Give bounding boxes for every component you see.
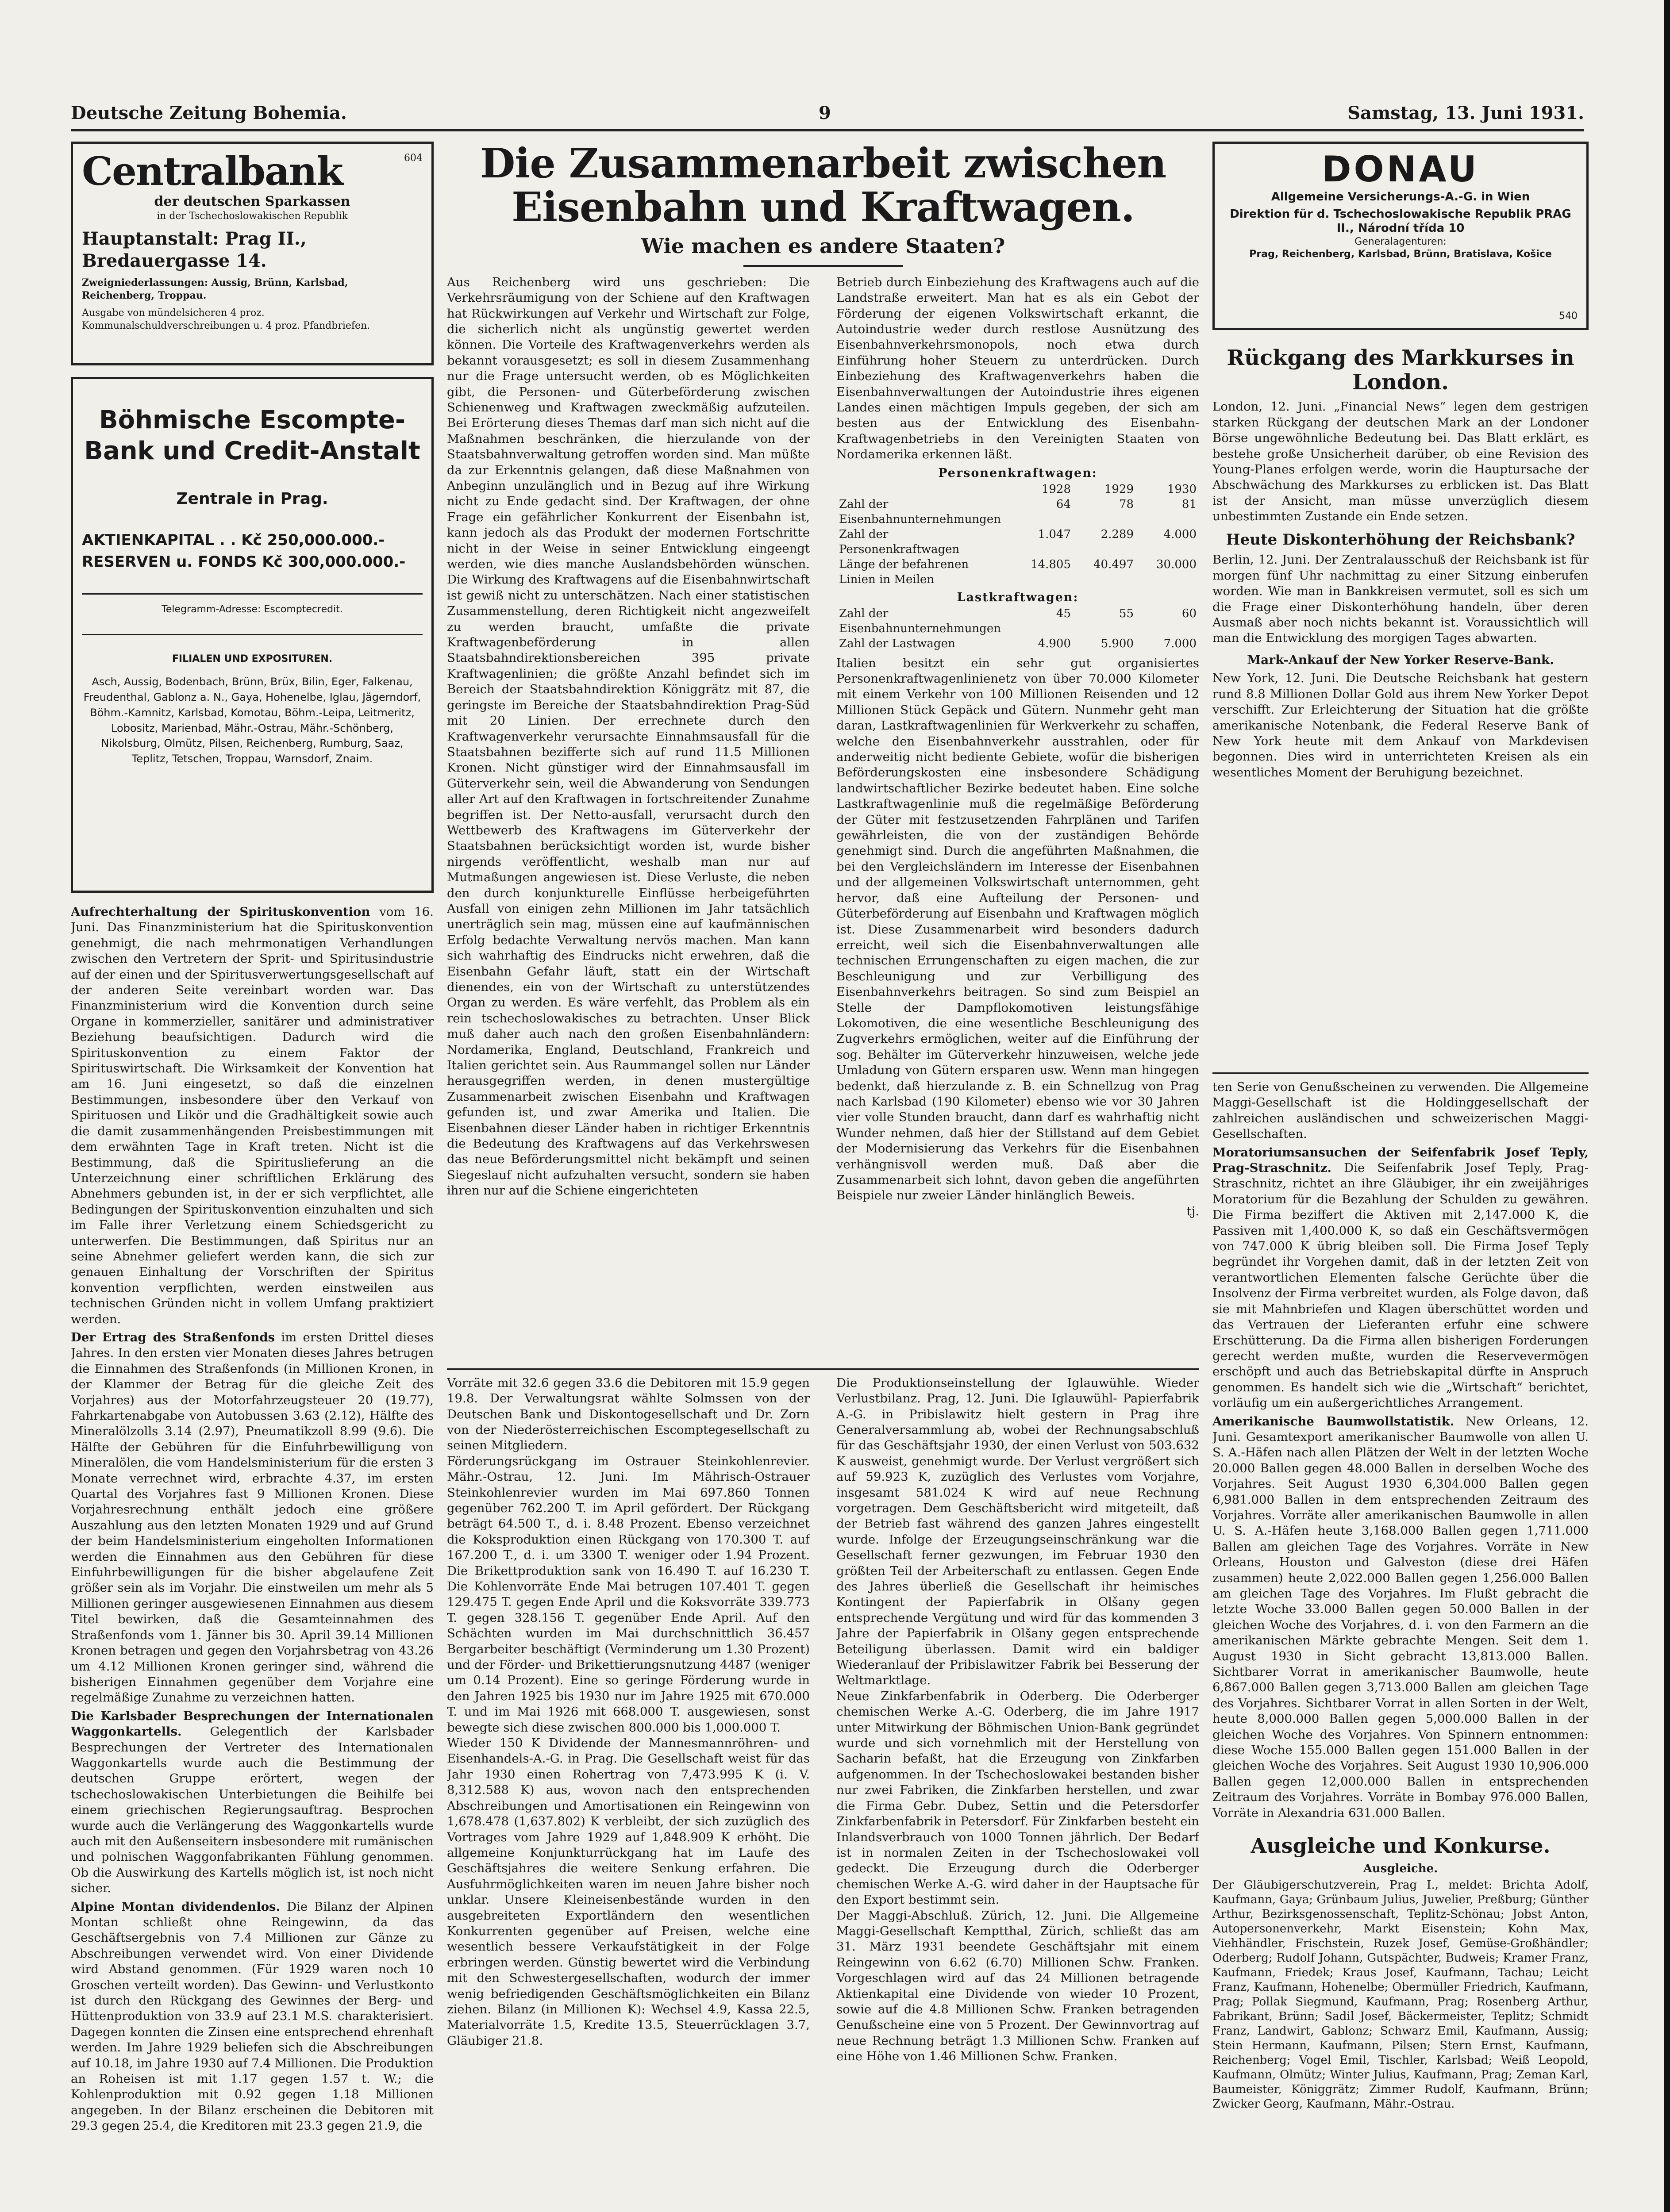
article-goldankauf-title: Mark-Ankauf der New Yorker Reserve-Bank.	[1247, 652, 1554, 667]
scan-edge-right	[1664, 0, 1670, 2212]
cell: 5.900	[1101, 637, 1134, 650]
article-maggi-cont: ten Serie von Genußscheinen zu verwenden. Die Allgemeine Maggi-Gesellschaft ist die Holdinggesellschaft der zahlreichen ausländischen und schweizerischen Maggi-Gesellschaften.	[1212, 1080, 1589, 1141]
year-col: 1929	[1104, 482, 1134, 496]
article-montan-body: Die Bilanz der Alpinen Montan schließt ohne Reingewinn, da das Geschäftsergebnis von 7.4 Millionen zur Gänze zu Abschreibungen verwendet wird. Von einer Dividende wird Abstand genommen. (Für 1929 waren noch 10 Groschen verteilt worden). Das Gewinn- und Verlustkonto ist durch den Rückgang des Gewinnes der Berg- und Hüttenproduktion von 33.9 auf 23.1 M.S. charakterisiert. Dagegen konnten die Zinsen eine entsprechend ehrenhaft werden. Im Jahre 1929 beliefen sich die Abschreibungen auf 10.18, im Jahre 1930 auf 7.4 Millionen. Die Produktion an Roheisen ist mit 1.17 gegen 1.57 t. W.; die Kohlenproduktion mit 0.92 gegen 1.18 Millionen angegeben. In der Bilanz erscheinen die Debitoren mit 29.3 gegen 25.4, die Kreditoren mit 23.3 gegen 21.9, die	[71, 1899, 434, 2133]
table-row	[836, 497, 1199, 527]
article-konkurse-subtitle: Ausgleiche.	[1363, 1862, 1438, 1875]
ad-centralbank-address: Hauptanstalt: Prag II., Bredauergasse 14.	[82, 228, 307, 272]
header-page-number: 9	[819, 103, 831, 123]
right-divider	[1212, 1072, 1589, 1074]
main-article-col-b	[836, 275, 1199, 1363]
article-strassenfonds-body: im ersten Drittel dieses Jahres. In den ersten vier Monaten dieses Jahres betrugen die Einnahmen des Straßenfonds (in Millionen Kronen, in der Klammer der Betrag für die gleiche Zeit des Vorjahres) aus der Motorfahrzeugsteuer 20 (19.77), Fahrkartenabgabe von Autobussen 3.63 (2.12), Hälfte des Mineralölzolls 3.14 (2.97), Pneumatikzoll 8.99 (9.6). Die Hälfte der Gebühren für die Einfuhrbewilligung von Mineralölen, die vom Handelsministerium für die ersten 3 Monate verrechnet wird, erbrachte 4.37, im ersten Quartal des Vorjahres fast 9 Millionen Kronen. Diese Vorjahresrechnung enthält jedoch eine größere Auszahlung aus den letzten Monaten 1929 und auf Grund der beim Handelsministerium eingeholten Informationen werden die Einnahmen aus den Gebühren für diese Einfuhrbewilligungen für die bisher abgelaufene Zeit größer sein als im Vorjahr. Die einstweilen um mehr als 5 Millionen geringer ausgewiesenen Einnahmen aus diesem Titel bewirken, daß die Gesamteinnahmen des Straßenfonds vom 1. Jänner bis 30. April 39.14 Millionen Kronen betragen und gegen den Vorjahrsbetrag von 43.26 um 4.12 Millionen Kronen geringer sind, während die bisherigen Einnahmen gegenüber dem Vorjahre eine regelmäßige Zunahme zu verzeichnen hatten.	[71, 1330, 434, 1705]
table-row	[836, 606, 1199, 636]
ad-centralbank	[71, 142, 434, 365]
row-label: Länge der befahrenen Linien in Meilen	[839, 557, 969, 586]
ad-escompte-bank	[71, 377, 434, 893]
article-goldankauf-body: New York, 12. Juni. Die Deutsche Reichsbank hat gestern rund 8.8 Millionen Dollar Gold aus ihrem New Yorker Depot verschifft. Zur Erleichterung der Situation hat die größte amerikanische Notenbank, die Federal Reserve Bank of New York heute mit dem Ankauf von Markdevisen begonnen. Dies wird in unterrichteten Kreisen als ein wesentliches Moment der Beruhigung bezeichnet.	[1212, 671, 1589, 780]
center-lower-right-text: Die Produktionseinstellung der Iglauwühle. Wieder Verlustbilanz. Prag, 12. Juni. Die Iglauwühl- Papierfabrik A.-G. in Pribislawitz hielt gestern in Prag ihre Generalversammlung ab, wobei der Rechnungsabschluß für das Geschäftsjahr 1930, der einen Verlust von 503.632 K ausweist, genehmigt wurde. Der Verlust vergrößert sich auf 59.923 K, zuzüglich des Verlustes vom Vorjahre, insgesamt 581.024 K wird auf neue Rechnung vorgetragen. Dem Geschäftsbericht wird mitgeteilt, daß der Betrieb fast während des ganzen Jahres eingestellt wurde. Infolge der Erzeugungseinschränkung war die Gesellschaft ferner gezwungen, im Februar 1930 den größten Teil der Arbeiterschaft zu entlassen. Gegen Ende des Jahres überließ die Gesellschaft ihr heimisches Kontingent der Papierfabrik in Olšany gegen entsprechende Vergütung und wird für das kommenden 3 Jahre der Papierfabrik in Olšany gegen entsprechende Beteiligung überlassen. Damit wird ein baldiger Wiederanlauf der Pribislawitzer Fabrik bei Besserung der Weltmarktlage. Neue Zinkfarbenfabrik in Oderberg. Die Oderberger chemischen Werke A.-G. Oderberg, die im Jahre 1917 unter Mitwirkung der Böhmischen Union-Bank gegründet wurde und sich vornehmlich mit der Herstellung von Sacharin befaßt, hat die Erzeugung von Zinkfarben aufgenommen. In der Tschechoslowakei bestanden bisher nur zwei Fabriken, die Zinkfarben herstellen, und zwar die Firma Gebr. Dubez, Settin und die Petersdorfer Zinkfarbenfabrik in Petersdorf. Für Zinkfarben besteht ein Inlandsverbrauch von 1000 Tonnen jährlich. Der Bedarf ist in normalen Zeiten in der Tschechoslowakei voll gedeckt. Die Erzeugung durch die Oderberger chemischen Werke A.-G. wird daher in der Hauptsache für den Export bestimmt sein. Der Maggi-Abschluß. Zürich, 12. Juni. Die Allgemeine Maggi-Gesellschaft Kemptthal, Zürich, schließt das am 31. März 1931 beendete Geschäftsjahr mit einem Reingewinn von 6.62 (6.70) Millionen Schw. Franken. Vorgeschlagen wird auf das 24 Millionen betragende Aktienkapital eine Dividende von wieder 10 Prozent, sowie auf die 4.8 Millionen Schw. Franken betragenden Genußscheine eine von 5 Prozent. Der Gewinnvortrag auf neue Rechnung beträgt 1.3 Millionen Schw. Franken auf eine Höhe von 1.46 Millionen Schw. Franken.	[836, 1375, 1199, 2064]
table-personenkraftwagen-title: Personenkraftwagen:	[938, 466, 1097, 480]
ad-escompte-divider-2	[82, 634, 423, 635]
table-row	[836, 527, 1199, 557]
article-teply-title: Moratoriumsansuchen der Seifenfabrik Josef Teply, Prag-Straschnitz.	[1212, 1145, 1589, 1175]
ad-centralbank-title: Centralbank	[82, 148, 342, 194]
cell: 7.000	[1163, 637, 1197, 650]
article-strassenfonds	[71, 1330, 434, 1706]
main-article-text-b: Betrieb durch Einbeziehung des Kraftwagens auch auf die Landstraße erweitert. Man hat es als ein Gebot der Förderung der eigenen Volkswirtschaft erkannt, die Autoindustrie weder durch restlose Ausnützung des Eisenbahnverkehrsmonopols, noch etwa durch Einführung hoher Steuern zu unterdrücken. Durch Einbeziehung des Kraftwagenverkehrs haben die Eisenbahnverwaltungen der Autoindustrie ihres eigenen Landes einen mächtigen Impuls gegeben, der sich am besten aus der Entwicklung des Eisenbahn-Kraftwagenbetriebs in den Vereinigten Staaten von Nordamerika erkennen läßt.	[836, 275, 1199, 462]
article-karlsbad-title: Die Karlsbader Besprechungen der Internationalen Waggonkartells.	[71, 1709, 434, 1739]
center-lower-left	[447, 1375, 810, 2212]
ad-donau-title: DONAU	[1322, 149, 1479, 190]
article-spiritus-body: vom 16. Juni. Das Finanzministerium hat die Spirituskonvention genehmigt, die nach mehrmonatigen Verhandlungen zwischen den Vertretern der Sprit- und Spiritusindustrie auf der einen und der Spiritusverwertungsgesellschaft auf der anderen Seite vereinbart worden war. Das Finanzministerium wird die Konvention durch seine Organe in kommerzieller, sanitärer und administrativer Beziehung beaufsichtigen. Dadurch wird die Spirituskonvention zu einem Faktor der Spirituswirtschaft. Die Wirksamkeit der Konvention hat am 16. Juni eingesetzt, so daß die einzelnen Bestimmungen, insbesondere über den Verkauf von Spirituosen und Likör und die Gradhältigkeit sowie auch die damit zusammenhängenden Preisbestimmungen mit dem erwähnten Tage in Kraft treten. Nicht ist die Bestimmung, daß die Spirituslieferung an die Unterzeichnung einer schriftlichen Erklärung des Abnehmers gebunden ist, in der er sich verpflichtet, alle Bedingungen der Spirituskonvention einzuhalten und sich im Falle ihrer Verletzung einem Schiedsgericht zu unterwerfen. Die Bestimmungen, daß Spiritus nur an seine Abnehmer geliefert werden kann, die sich zur genauen Einhaltung der Vorschriften der Spiritus konvention verpflichten, werden einstweilen aus technischen Gründen nicht in vollem Umfang praktiziert werden.	[71, 905, 434, 1326]
cell: 4.900	[1038, 637, 1071, 650]
article-baumwolle-title: Amerikanische Baumwollstatistik.	[1212, 1414, 1455, 1429]
ad-donau-number: 540	[1559, 311, 1578, 322]
column-center	[447, 142, 1199, 2212]
article-karlsbad-body: Gelegentlich der Karlsbader Besprechungen der Vertreter des Internationalen Waggonkartells wurde auch die Bestimmung der deutschen Gruppe erörtert, wegen der tschechoslowakischen Unterbietungen die Beihilfe bei einem griechischen Regierungsauftrag. Besprochen wurde auch die Verlängerung des Waggonkartells wurde auch mit den Außenseitern insbesondere mit rumänischen und polnischen Waggonfabrikanten Fühlung genommen. Ob die Auswirkung des Kartells möglich ist, ist noch nicht sicher.	[71, 1724, 434, 1896]
article-diskont-body: Berlin, 12. Juni. Der Zentralausschuß der Reichsbank ist für morgen fünf Uhr nachmittag zu einer Sitzung einberufen worden. Wie man in Bankkreisen vermutet, soll es sich um die Frage einer Diskonterhöhung handeln, über deren Ausmaß aber noch nichts bekannt ist. Voraussichtlich will man die Entwicklung des morgigen Tages abwarten.	[1212, 553, 1589, 645]
table-lastkraftwagen	[836, 606, 1199, 651]
main-article-signature: tj.	[1186, 1204, 1199, 1218]
year-col: 1928	[1041, 482, 1071, 496]
ad-donau	[1212, 142, 1589, 330]
article-spiritus-title: Aufrechterhaltung der Spirituskonvention	[71, 905, 370, 919]
main-article-text-b2: Italien besitzt ein sehr gut organisiertes Personenkraftwagenlinienetz von über 70.000 Kilometer mit einem Verkehr von 100 Millionen Reisenden und 12 Millionen Stück Gepäck und Gütern. Nunmehr geht man daran, Lastkraftwagenlinien für Werkverkehr zu schaffen, welche den Eisenbahnverkehr ausstrahlen, oder für anderweitig nicht bediente Gebiete, wofür die bisherigen Beförderungskosten eine insbesondere Schädigung landwirtschaftlicher Bezirke bedeutet haben. Eine solche Lastkraftwagenlinie muß die regelmäßige Beförderung der Güter mit festzusetzenden Fahrplänen und Tarifen gewährleisten, die von der zuständigen Behörde genehmigt sind. Durch die angeführten Maßnahmen, die bei den Vergleichsländern im Interesse der Eisenbahnen und der allgemeinen Volkswirtschaft unternommen, geht hervor, daß eine Aufteilung der Personen- und Güterbeförderung auf Eisenbahn und Kraftwagen möglich ist. Diese Zusammenarbeit wird besonders dadurch erreicht, weil sich die Eisenbahnverwaltungen alle technischen Errungenschaften zu eigen machen, die zur Beschleunigung und zur Verbilligung des Eisenbahnverkehrs beitragen. So sind zum Beispiel an Stelle der Dampflokomotiven leistungsfähige Lokomotiven, die eine wesentliche Beschleunigung des Zugverkehrs ermöglichen, weiter auf die Einführung der sog. Behälter im Güterverkehr hinzuweisen, welche jede Umladung von Gütern ersparen usw. Wenn man hingegen bedenkt, daß hierzulande z. B. ein Schnellzug von Prag nach Karlsbad (190 Kilometer) ebenso wie vor 30 Jahren vier volle Stunden braucht, dann darf es wahrhaftig nicht Wunder nehmen, daß hier der Stillstand auf dem Gebiet der Modernisierung das Verkehrs für die Eisenbahnen verhängnisvoll werden muß. Daß aber die Zusammenarbeit sich lohnt, davon geben die angeführten Beispiele nur zweier Länder hinlänglich Beweis.	[836, 656, 1199, 1203]
article-karlsbad	[71, 1709, 434, 1897]
ad-centralbank-footer: Ausgabe von mündelsicheren 4 proz. Kommunalschuldverschreibungen u. 4 proz. Pfandbriefen.	[82, 307, 370, 331]
center-lower-articles	[447, 1375, 1199, 2212]
cell: 14.805	[1031, 557, 1071, 571]
row-label: Zahl der Eisenbahnunternehmungen	[839, 497, 1001, 526]
ad-centralbank-line1: der deutschen Sparkassen	[154, 194, 350, 209]
cell: 40.497	[1093, 557, 1134, 571]
ad-donau-line2: Direktion für d. Tschechoslowakische Republik PRAG II., Národní třída 10	[1230, 207, 1571, 235]
table-row	[836, 636, 1199, 651]
article-baumwolle-body: New Orleans, 12. Juni. Gesamtexport amerikanischer Baumwolle von allen U. S. A.-Häfen nach allen Plätzen der Welt in der letzten Woche 20.000 Ballen gegen 48.000 Ballen in derselben Woche des Vorjahres. Seit August 1930 6,304.000 Ballen gegen 6,981.000 Ballen in dem entsprechenden Zeitraum des Vorjahres. Vorräte aller amerikanischen Baumwolle in allen U. S. A.-Häfen heute 3,168.000 Ballen gegen 1,711.000 Ballen am gleichen Tage des Vorjahres. Vorräte in New Orleans, Houston und Galveston (diese drei Häfen zusammen) heute 2,022.000 Ballen gegen 1,256.000 Ballen am gleichen Tage des Vorjahres. Im Flußt gebracht die letzte Woche 33.000 Ballen gegen 50.000 Ballen in der gleichen Woche des Vorjahres, d. i. von den Farmern an die amerikanischen Märkte gebrachte Mengen. Seit dem 1. August 1930 in Sicht gebracht 13,813.000 Ballen. Sichtbarer Vorrat in amerikanischer Baumwolle, heute 6,867.000 Ballen gegen 3,713.000 Ballen am gleichen Tage des Vorjahres. Sichtbarer Vorrat in allen Sorten in der Welt, heute 8,000.000 Ballen gegen 5,000.000 Ballen in der gleichen Woche des Vorjahres. Von Spinnern entnommen: diese Woche 155.000 Ballen gegen 151.000 Ballen in der gleichen Woche des Vorjahres. Seit August 1930 10,906.000 Ballen gegen 12,000.000 Ballen in entsprechenden Zeitraum des Vorjahres. Vorräte in Bombay 976.000 Ballen, Vorräte in Alexandria 631.000 Ballen.	[1212, 1414, 1589, 1820]
page-header	[71, 103, 1584, 131]
ad-escompte-reserves: RESERVEN u. FONDS Kč 300,000.000.-	[82, 553, 406, 571]
cell: 1.047	[1038, 527, 1071, 541]
main-article-text-a: Aus Reichenberg wird uns geschrieben: Die Verkehrsräumigung von der Schiene auf den Kraftwagen hat Rückwirkungen auf Verkehr und Wirtschaft zur Folge, die sicherlich nicht als ungünstig gewertet werden können. Die Vorteile des Kraftwagenverkehrs werden als bekannt vorausgesetzt; es soll in diesem Zusammenhang nur die Frage untersucht werden, ob es Möglichkeiten gibt, die Personen- und Güterbeförderung zwischen Schienenweg und Kraftwagen zweckmäßig aufzuteilen. Bei Erörterung dieses Themas darf man sich nicht auf die Maßnahmen beschränken, die hierzulande von der Staatsbahnverwaltung getroffen worden sind. Man müßte da zur Erkenntnis gelangen, daß diese Maßnahmen von Anbeginn unzulänglich und in Bezug auf ihre Wirkung nicht zu Ende gedacht sind. Der Kraftwagen, der ohne Frage ein gefährlicher Konkurrent der Eisenbahn ist, kann jedoch als das Produkt der modernen Fortschritte nicht in der Weise in seiner Entwicklung eingeengt werden, wie dies manche Auslandsbehörden wünschen. Die Wirkung des Kraftwagens auf die Eisenbahnwirtschaft ist gewiß nicht zu unterschätzen. Nach einer statistischen Zusammenstellung, deren Richtigkeit nicht angezweifelt zu werden braucht, umfaßte die private Kraftwagenbeförderung in allen Staatsbahndirektionsbereichen 395 private Kraftwagenlinien; die größte Anzahl befindet sich im Bereich der Staatsbahndirektion Königgrätz mit 87, die geringste im Bereiche der Staatsbahndirektion Prag-Süd mit 20 Linien. Der errechnete durch den Kraftwagenverkehr verursachte Einnahmsausfall für die Staatsbahnen bezifferte sich auf rund 11.5 Millionen Kronen. Nicht günstiger wird der Einnahmsausfall im Güterverkehr sein, weil die Abwanderung von Sendungen aller Art auf den Kraftwagen in fortschreitender Zunahme begriffen ist. Der Netto-ausfall, verursacht durch den Wettbewerb des Kraftwagens im Güterverkehr der Staatsbahnen berücksichtigt worden ist, wurde bisher nirgends veröffentlicht, weshalb man nur auf Mutmaßungen angewiesen ist. Diese Verluste, die neben den durch konjunkturelle Einflüsse herbeigeführten Ausfall von einigen zehn Millionen im Jahr tatsächlich unerträglich sein mag, müssen eine auf kaufmännischen Erfolg bedachte Verwaltung nervös machen. Man kann sich wahrhaftig des Eindrucks nicht erwehren, daß die Eisenbahn Gefahr läuft, statt ein der Wirtschaft dienendes, ein von der Wirtschaft zu unterstützendes Organ zu werden. Es wäre verfehlt, das Problem als ein rein tschechoslowakisches zu betrachten. Unser Blick muß daher auch nach den großen Eisenbahnländern: Nordamerika, England, Deutschland, Frankreich und Italien gerichtet sein. Aus Raummangel sollen nur Länder herausgegriffen werden, in denen mustergültige Zusammenarbeit zwischen Eisenbahn und Kraftwagen gefunden ist, und zwar Amerika und Italien. Die Eisenbahnen dieser Länder haben in richtiger Erkenntnis die Bedeutung des Kraftwagens auf das Verkehrswesen das neue Beförderungsmittel nicht bekämpft und seinen Siegeslauf nicht aufzuhalten versucht, sondern sie haben ihren nur auf die Schiene eingerichteten	[447, 275, 810, 1198]
ad-centralbank-number: 604	[404, 153, 423, 164]
column-left-articles	[71, 904, 434, 2212]
table-personenkraftwagen	[836, 482, 1199, 587]
article-konkurse-title: Ausgleiche und Konkurse.	[1251, 1834, 1551, 1858]
ad-escompte-filialen: Asch, Aussig, Bodenbach, Brünn, Brüx, Bilin, Eger, Falkenau, Freudenthal, Gablonz a. N., Gaya, Hohenelbe, Iglau, Jägerndorf, Böhm.-Kamnitz, Karlsbad, Komotau, Böhm.-Leipa, Leitmeritz, Lobositz, Marienbad, Mähr.-Ostrau, Mähr.-Schönberg, Nikolsburg, Olmütz, Pilsen, Reichenberg, Rumburg, Saaz, Teplitz, Tetschen, Troppau, Warnsdorf, Znaim.	[83, 676, 421, 765]
article-montan-title: Alpine Montan dividendenlos.	[71, 1899, 281, 1914]
header-newspaper-name: Deutsche Zeitung Bohemia.	[71, 103, 347, 123]
ad-escompte-filialen-title: FILIALEN UND EXPOSITUREN.	[172, 653, 333, 664]
cell: 60	[1181, 607, 1197, 620]
ad-escompte-title: Böhmische Escompte-Bank und Credit-Anstalt	[84, 406, 420, 465]
main-subhead: Wie machen es andere Staaten?	[641, 234, 1005, 258]
ad-escompte-telegram: Telegramm-Adresse: Escomptecredit.	[162, 604, 343, 615]
article-teply	[1212, 1145, 1589, 1411]
ad-centralbank-branches: Zweigniederlassungen: Aussig, Brünn, Karlsbad, Reichenberg, Troppau.	[82, 277, 348, 301]
ad-centralbank-line2: in der Tschechoslowakischen Republik	[157, 210, 348, 222]
article-baumwolle	[1212, 1414, 1589, 1821]
year-col: 1930	[1167, 482, 1197, 496]
cell: 64	[1056, 497, 1071, 511]
column-right	[1212, 142, 1589, 2212]
header-date: Samstag, 13. Juni 1931.	[1347, 103, 1584, 123]
cell: 2.289	[1101, 527, 1134, 541]
ad-donau-line1: Allgemeine Versicherungs-A.-G. in Wien	[1271, 190, 1530, 204]
main-subhead-rule	[743, 265, 903, 267]
article-montan	[71, 1899, 434, 2134]
cell: 55	[1119, 607, 1134, 620]
column-right-lower	[1212, 1079, 1589, 2212]
article-konkurse-body: Der Gläubigerschutzverein, Prag I., meldet: Brichta Adolf, Kaufmann, Gaya; Grünbaum Julius, Juwelier, Preßburg; Günther Arthur, Bezirksgenossenschaft, Teplitz-Schönau; Jobst Anton, Autopersonenverkehr, Markt Eisenstein; Kohn Max, Viehhändler, Frischstein, Ruzek Josef, Gemüse-Großhändler; Oderberg; Rudolf Johann, Gutspächter, Budweis; Kramer Franz, Kaufmann, Friedek; Kraus Josef, Kaufmann, Tachau; Leicht Franz, Kaufmann, Hohenelbe; Obermüller Friedrich, Kaufmann, Prag; Pollak Siegmund, Kaufmann, Prag; Rosenberg Arthur, Fabrikant, Brünn; Sadil Josef, Bäckermeister, Teplitz; Schmidt Franz, Landwirt, Gablonz; Schwarz Emil, Kaufmann, Aussig; Stein Hermann, Kaufmann, Pilsen; Stern Ernst, Kaufmann, Reichenberg; Vogel Emil, Tischler, Karlsbad; Weiß Leopold, Kaufmann, Olmütz; Winter Julius, Kaufmann, Prag; Zeman Karl, Baumeister, Königgrätz; Zimmer Rudolf, Kaufmann, Brünn; Zwicker Georg, Kaufmann, Mähr.-Ostrau.	[1212, 1878, 1589, 2111]
article-strassenfonds-title: Der Ertrag des Straßenfonds	[71, 1330, 275, 1344]
ad-escompte-zentrale: Zentrale in Prag.	[176, 490, 328, 508]
ad-donau-line4: Prag, Reichenberg, Karlsbad, Brünn, Bratislava, Košice	[1249, 249, 1552, 260]
ad-escompte-divider	[82, 593, 423, 595]
center-lower-left-text: Vorräte mit 32.6 gegen 33.6 die Debitoren mit 15.9 gegen 19.8. Der Verwaltungsrat wählte Solmssen von der Deutschen Bank und Diskontogesellschaft und Dr. Zorn von der Niederösterreichischen Escomptegesellschaft zu seinen Mitgliedern. Förderungsrückgang im Ostrauer Steinkohlenrevier. Mähr.-Ostrau, 12. Juni. Im Mährisch-Ostrauer Steinkohlenrevier wurden im Mai 697.860 Tonnen gegenüber 762.200 T. im April gefördert. Der Rückgang beträgt 64.500 T., d. i. 8.48 Prozent. Ebenso verzeichnet die Koksproduktion einen Rückgang von 170.300 T. auf 167.200 T., d. i. um 3300 T. weniger oder 1.94 Prozent. Die Brikettproduktion sank von 16.490 T. auf 16.230 T. Die Kohlenvorräte Ende Mai betrugen 107.401 T. gegen 129.475 T. gegen Ende April und die Koksvorräte 339.773 T. gegen 328.156 T. gegenüber Ende April. Auf den Schächten wurden im Mai durchschnittlich 36.457 Bergarbeiter beschäftigt (Verminderung um 1.30 Prozent) und der Förder- und Brikettierungsnutzung 4487 (weniger um 0.14 Prozent). Eine so geringe Förderung wurde in den Jahren 1925 bis 1930 nur im Jahre 1925 mit 670.000 T. und im Mai 1926 mit 668.000 T. ausgewiesen, sonst bewegte sich diese zwischen 800.000 bis 1,000.000 T. Wieder 150 K Dividende der Mannesmannröhren- und Eisenhandels-A.-G. in Prag. Die Gesellschaft weist für das Jahr 1930 einen Rohertrag von 7,473.995 K (i. V. 8,312.588 K) aus, wovon nach den entsprechenden Abschreibungen und Amortisationen ein Reingewinn von 1,678.478 (1,637.802) K verbleibt, der sich zuzüglich des Vortrages vom Jahre 1929 auf 1,848.909 K erhöht. Die allgemeine Konjunkturrückgang hat im Laufe des Geschäftsjahres die weitere Senkung erfahren. Die Ausfuhrmöglichkeiten waren im neuen Jahre bisher noch unklar. Unsere Kleineisenbestände wurden in den ausgebreiteten Exportländern den wesentlichen Konkurrenten gegenüber auf Preisen, welche eine wesentlich bessere Verkaufstätigkeit in der Folge erbringen werden. Günstig bewertet wird die Verbindung mit den Schwestergesellschaften, wodurch der immer wenig befriedigenden Geschäftsmöglichkeiten ein Bilanz ziehen. Bilanz (in Millionen K): Wechsel 4.9, Kassa 22.5, Materialvorräte 1.5, Kredite 13.5, Steuerrücklagen 3.7, Gläubiger 21.8.	[447, 1375, 810, 2048]
article-spiritus	[71, 904, 434, 1327]
cell: 30.000	[1156, 557, 1197, 571]
article-teply-body: Die Seifenfabrik Josef Teply, Prag-Straschnitz, richtet an ihre Gläubiger, ihr ein zweijähriges Moratorium für die Bezahlung der Schulden zu gewähren. Die Firma beziffert die Aktiven mit 2,147.000 K, die Passiven mit 1,400.000 K, so daß ein Geschäftsvermögen von 747.000 K übrig bleiben soll. Die Firma Josef Teply begründet ihr Vorgehen damit, daß in der letzten Zeit von verantwortlichen Elementen falsche Gerüchte über die Insolvenz der Firma verbreitet wurden, als Folge davon, daß sie mit Mahnbriefen und Klagen überschüttet worden und das Vertrauen der Lieferanten erfuhr eine schwere Erschütterung. Da die Firma allen bisherigen Forderungen gerecht werden mußte, wurden die Reservevermögen erschöpft und auch das Betriebskapital dürfte in Anspruch genommen. Es handelt sich wie die „Wirtschaft“ berichtet, vorläufig um ein außergerichtliches Arrangement.	[1212, 1161, 1589, 1410]
main-headline: Die Zusammenarbeit zwischen Eisenbahn und Kraftwagen.	[480, 142, 1166, 231]
table-row	[836, 557, 1199, 587]
main-article-body	[447, 275, 1199, 1363]
cell: 81	[1181, 497, 1197, 511]
row-label: Zahl der Eisenbahnunternehmungen	[839, 607, 1001, 635]
article-diskont-title: Heute Diskonterhöhung der Reichsbank?	[1226, 530, 1575, 549]
article-ruckgang-body: London, 12. Juni. „Financial News“ legen dem gestrigen starken Rückgang der deutschen Mark an der Londoner Börse ungewöhnliche Bedeutung bei. Das Blatt erklärt, es bestehe große Unsicherheit darüber, ob eine Revision des Young-Planes erfolgen werde, worin die Hauptursache der Abschwächung des Markkurses zu erblicken ist. Das Blatt ist der Ansicht, man müsse unverzüglich diesem unbestimmten Zustande ein Ende setzen.	[1212, 399, 1589, 524]
column-right-upper	[1212, 342, 1589, 1067]
center-lower-right	[836, 1375, 1199, 2212]
row-label: Zahl der Lastwagen	[839, 637, 955, 650]
cell: 4.000	[1163, 527, 1197, 541]
ad-donau-line3: Generalagenturen:	[1354, 236, 1447, 247]
table-lastkraftwagen-title: Lastkraftwagen:	[957, 590, 1079, 604]
table-header-row	[836, 482, 1199, 497]
article-ruckgang-title: Rückgang des Markkurses in London.	[1227, 346, 1574, 395]
column-left	[71, 142, 434, 2212]
main-article-col-a	[447, 275, 810, 1363]
ad-escompte-capital: AKTIENKAPITAL . . Kč 250,000.000.-	[82, 531, 385, 549]
cell: 45	[1056, 607, 1071, 620]
cell: 78	[1119, 497, 1134, 511]
center-divider	[447, 1368, 1199, 1370]
row-label: Zahl der Personenkraftwagen	[839, 527, 960, 556]
